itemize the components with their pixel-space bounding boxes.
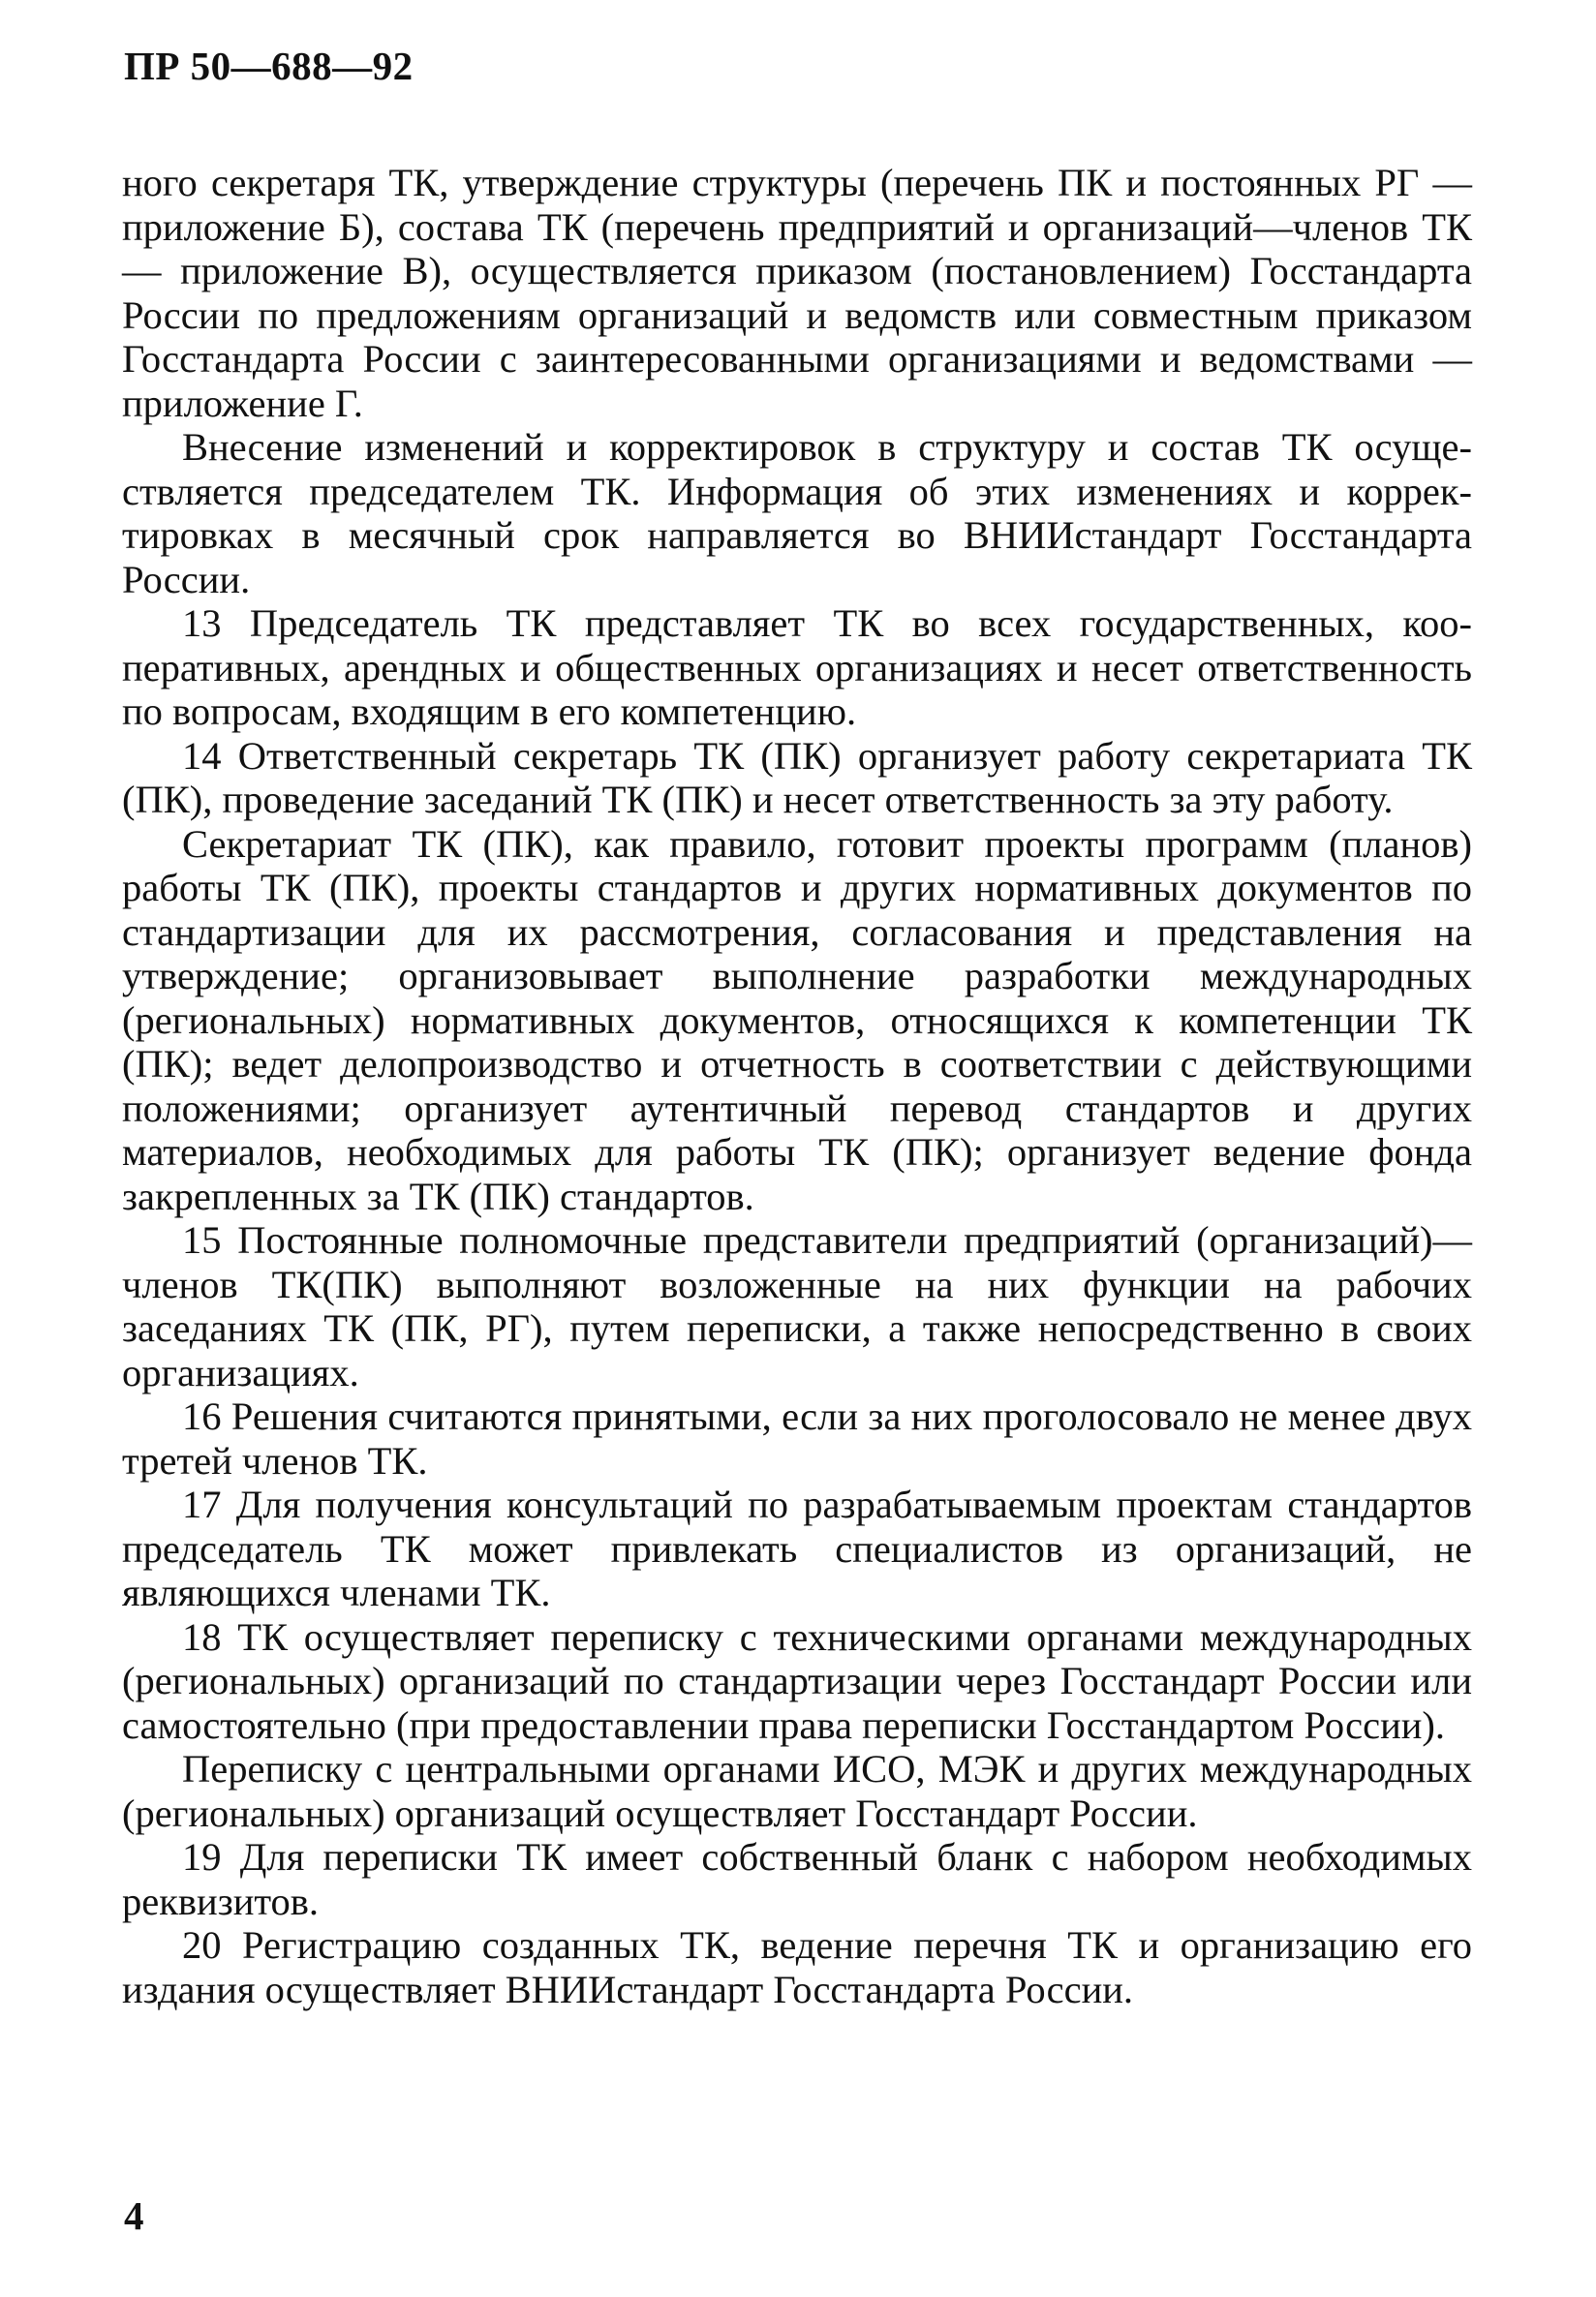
paragraph-secretariat: Секретариат ТК (ПК), как правило, готовит проекты программ (планов) работы ТК (ПК), проекты стандартов и других нормативных документов по стандартизации для их рассмотрения, согласования и представления на утверждение; организовывает выполнение разработки международных (региональных) нормативных документов, относящихся к компетенции ТК (ПК); ведет делопроизводство и отчетность в соответствии с действующими положениями; организует аутентичный перевод стандартов и других материалов, необходимых для работы ТК (ПК); организует ведение фонда закрепленных за ТК (ПК) стандартов. <box>122 821 1472 1218</box>
paragraph-item-17: 17 Для получения консультаций по разрабатываемым проектам стандартов председатель ТК может привлекать специалистов из организаций, не являющихся членами ТК. <box>122 1483 1472 1614</box>
paragraph-item-20: 20 Регистрацию созданных ТК, ведение перечня ТК и организацию его издания осуществляет ВНИИстандарт Госстандарта России. <box>122 1923 1472 2011</box>
paragraph-item-14: 14 Ответственный секретарь ТК (ПК) организует работу секретариата ТК (ПК), проведение заседаний ТК (ПК) и несет ответственность за эту работу. <box>122 733 1472 821</box>
paragraph-central-bodies: Переписку с центральными органами ИСО, МЭК и других международных (региональных) организаций осуществляет Госстандарт России. <box>122 1747 1472 1835</box>
paragraph-continuation: ного секретаря ТК, утверждение структуры (перечень ПК и постоянных РГ — приложение Б), состава ТК (перечень предприятий и организаций—членов ТК — приложение В), осуществляется приказом (постановлением) Госстандарта России по предложениям организаций и ведомств или совместным приказом Госстандарта России с заинтересованными организациями и ведомствами — приложение Г. <box>122 161 1472 425</box>
paragraph-item-18: 18 ТК осуществляет переписку с техническими органами международных (региональных) организаций по стандартизации через Госстандарт России или самостоятельно (при предоставлении права переписки Госстандартом России). <box>122 1614 1472 1747</box>
paragraph-item-19: 19 Для переписки ТК имеет собственный бланк с набором необходимых реквизитов. <box>122 1835 1472 1923</box>
document-code-header: ПР 50—688—92 <box>124 44 414 88</box>
document-body <box>122 161 1472 2011</box>
paragraph-item-15: 15 Постоянные полномочные представители предприятий (организаций)—членов ТК(ПК) выполняют возложенные на них функции на рабочих заседаниях ТК (ПК, РГ), путем переписки, а также непосредственно в своих организациях. <box>122 1218 1472 1394</box>
paragraph-item-13: 13 Председатель ТК представляет ТК во всех государственных, кооперативных, арендных и общественных организациях и несет ответственность по вопросам, входящим в его компетенцию. <box>122 601 1472 733</box>
paragraph-changes-structure: Внесение изменений и корректировок в структуру и состав ТК осуществляется председателем ТК. Информация об этих изменениях и корректировках в месячный срок направляется во ВНИИстандарт Госстандарта России. <box>122 425 1472 601</box>
page-number: 4 <box>124 2193 144 2238</box>
paragraph-item-16: 16 Решения считаются принятыми, если за них проголосовало не менее двух третей членов ТК. <box>122 1394 1472 1483</box>
